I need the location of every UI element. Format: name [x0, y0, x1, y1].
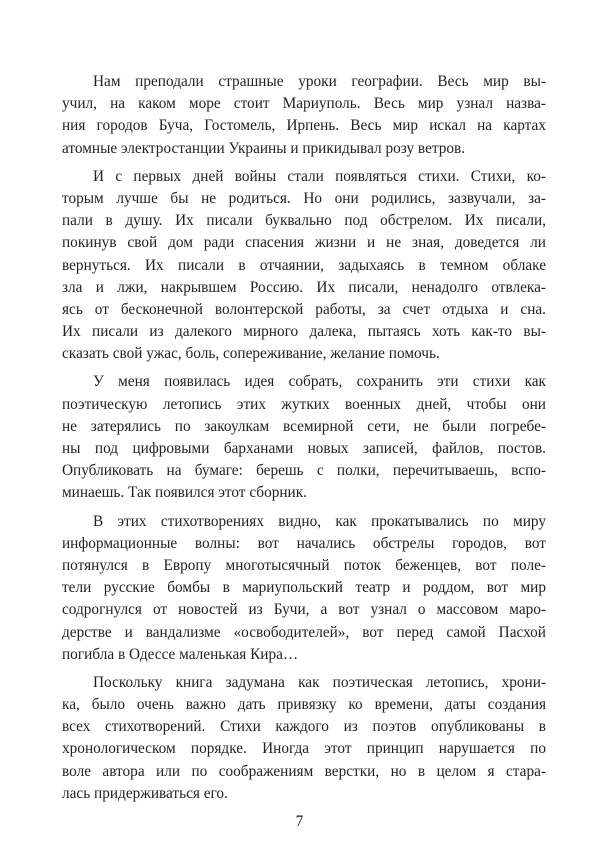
text-line: вернуться. Их писали в отчаянии, задыхаясь в темном облаке — [62, 256, 546, 274]
page-number: 7 — [295, 813, 304, 830]
text-line: ны под цифровыми барханами новых записей, файлов, постов. — [62, 440, 546, 457]
paragraph-1 — [62, 71, 546, 160]
text-line: торым лучше бы не родиться. Но они родились, зазвучали, за- — [62, 189, 546, 207]
text-line: погибла в Одессе маленькая Кира… — [62, 645, 299, 663]
text-line: содрогнулся от новостей из Бучи, а вот узнал о массовом маро- — [62, 601, 546, 619]
paragraph-4 — [62, 511, 546, 666]
text-line: Опубликовать на бумаге: берешь с полки, перечитываешь, вспо- — [62, 462, 546, 480]
text-line: ка, было очень важно дать привязку ко времени, даты создания — [62, 696, 546, 714]
paragraph-5 — [62, 672, 546, 805]
text-line: Их писали из далекого мирного далека, пытаясь хоть как-то вы- — [62, 323, 546, 341]
text-line: ния городов Буча, Гостомель, Ирпень. Весь мир искал на картах — [62, 117, 546, 135]
text-line: Поскольку книга задумана как поэтическая летопись, хрони- — [93, 673, 546, 691]
text-line: всех стихотворений. Стихи каждого из поэтов опубликованы в — [62, 718, 546, 736]
text-line: хронологическом порядке. Иногда этот принцип нарушается по — [62, 740, 546, 758]
body-text — [62, 71, 546, 811]
text-line: И с первых дней войны стали появляться стихи. Стихи, ко- — [93, 167, 546, 185]
text-line: дерстве и вандализме «освободителей», вот перед самой Пасхой — [62, 623, 546, 641]
text-line: ясь от бесконечной волонтерской работы, за счет отдыха и сна. — [62, 300, 546, 318]
text-line: У меня появилась идея собрать, сохранить эти стихи как — [93, 373, 546, 391]
text-line: не затерялись по закоулкам всемирной сети, не были погребе- — [62, 417, 546, 435]
text-line: Нам преподали страшные уроки географии. Весь мир вы- — [93, 73, 546, 90]
text-line: лась придерживаться его. — [62, 784, 228, 802]
paragraph-2 — [62, 166, 546, 366]
text-line: сказать свой ужас, боль, сопереживание, желание помочь. — [62, 345, 440, 363]
text-line: информационные волны: вот начались обстрелы городов, вот — [62, 534, 546, 552]
text-line: зла и лжи, накрывшем Россию. Их писали, ненадолго отвлека- — [62, 278, 546, 296]
text-line: тели русские бомбы в мариупольский театр и роддом, вот мир — [62, 579, 546, 597]
paragraph-3 — [62, 371, 546, 504]
text-line: покинув свой дом ради спасения жизни и не зная, доведется ли — [62, 234, 546, 252]
text-line: поэтическую летопись этих жутких военных дней, чтобы они — [62, 395, 546, 413]
text-line: пали в душу. Их писали буквально под обстрелом. Их писали, — [62, 212, 546, 230]
text-line: воле автора или по соображениям верстки, но в целом я стара- — [62, 762, 546, 780]
text-line: В этих стихотворениях видно, как прокатывались по миру — [93, 512, 546, 530]
text-line: минаешь. Так появился этот сборник. — [62, 484, 308, 502]
text-line: атомные электростанции Украины и прикидывал розу ветров. — [62, 139, 466, 157]
text-line: учил, на каком море стоит Мариуполь. Весь мир узнал назва- — [62, 95, 546, 113]
text-line: потянулся в Европу многотысячный поток беженцев, вот поле- — [62, 556, 546, 574]
